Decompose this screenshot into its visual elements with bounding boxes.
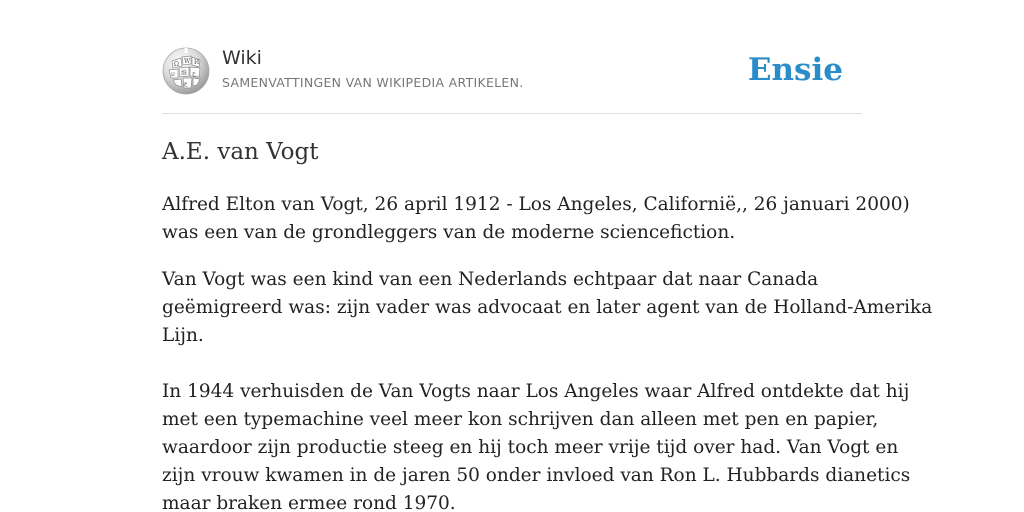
paragraph-line: Lijn.: [162, 325, 204, 346]
paragraph-line: In 1944 verhuisden de Van Vogts naar Los Angeles waar Alfred ontdekte dat hij: [162, 381, 910, 402]
article-title: A.E. van Vogt: [162, 139, 319, 165]
paragraph-line: maar braken ermee rond 1970.: [162, 493, 456, 512]
paragraph-line: was een van de grondleggers van de moderne sciencefiction.: [162, 222, 736, 243]
svg-text:ح: ح: [192, 70, 196, 77]
paragraph-line: zijn vrouw kwamen in de jaren 50 onder invloed van Ron L. Hubbards dianetics: [162, 465, 911, 486]
svg-text:И: И: [194, 59, 200, 66]
svg-text:ع: ع: [184, 80, 188, 87]
paragraph-line: Van Vogt was een kind van een Nederlands echtpaar dat naar Canada: [162, 269, 819, 290]
article-content: [162, 134, 933, 512]
svg-text:Ω: Ω: [174, 61, 179, 68]
paragraph-line: met een typemachine veel meer kon schrijven dan alleen met pen en papier,: [162, 409, 879, 430]
wikipedia-globe-icon[interactable]: [162, 47, 210, 95]
site-tagline: SAMENVATTINGEN VAN WIKIPEDIA ARTIKELEN.: [222, 75, 524, 90]
header-divider: [162, 113, 862, 114]
paragraph-line: waardoor zijn productie steeg en hij toch meer vrije tijd over had. Van Vogt en: [162, 437, 899, 458]
svg-text:W: W: [184, 58, 191, 65]
site-header: [162, 44, 862, 96]
svg-text:維: 維: [181, 70, 188, 77]
article-paragraph: [162, 191, 910, 247]
svg-text:ש: ש: [171, 71, 176, 78]
site-name[interactable]: Wiki: [222, 47, 262, 69]
paragraph-line: geëmigreerd was: zijn vader was advocaat en later agent van de Holland-Amerika: [162, 297, 933, 318]
article-paragraph: [162, 378, 911, 512]
paragraph-line: Alfred Elton van Vogt, 26 april 1912 - Los Angeles, Californië,, 26 januari 2000): [162, 194, 910, 215]
article-paragraph: [162, 266, 933, 350]
ensie-logo-link[interactable]: Ensie: [747, 52, 843, 88]
